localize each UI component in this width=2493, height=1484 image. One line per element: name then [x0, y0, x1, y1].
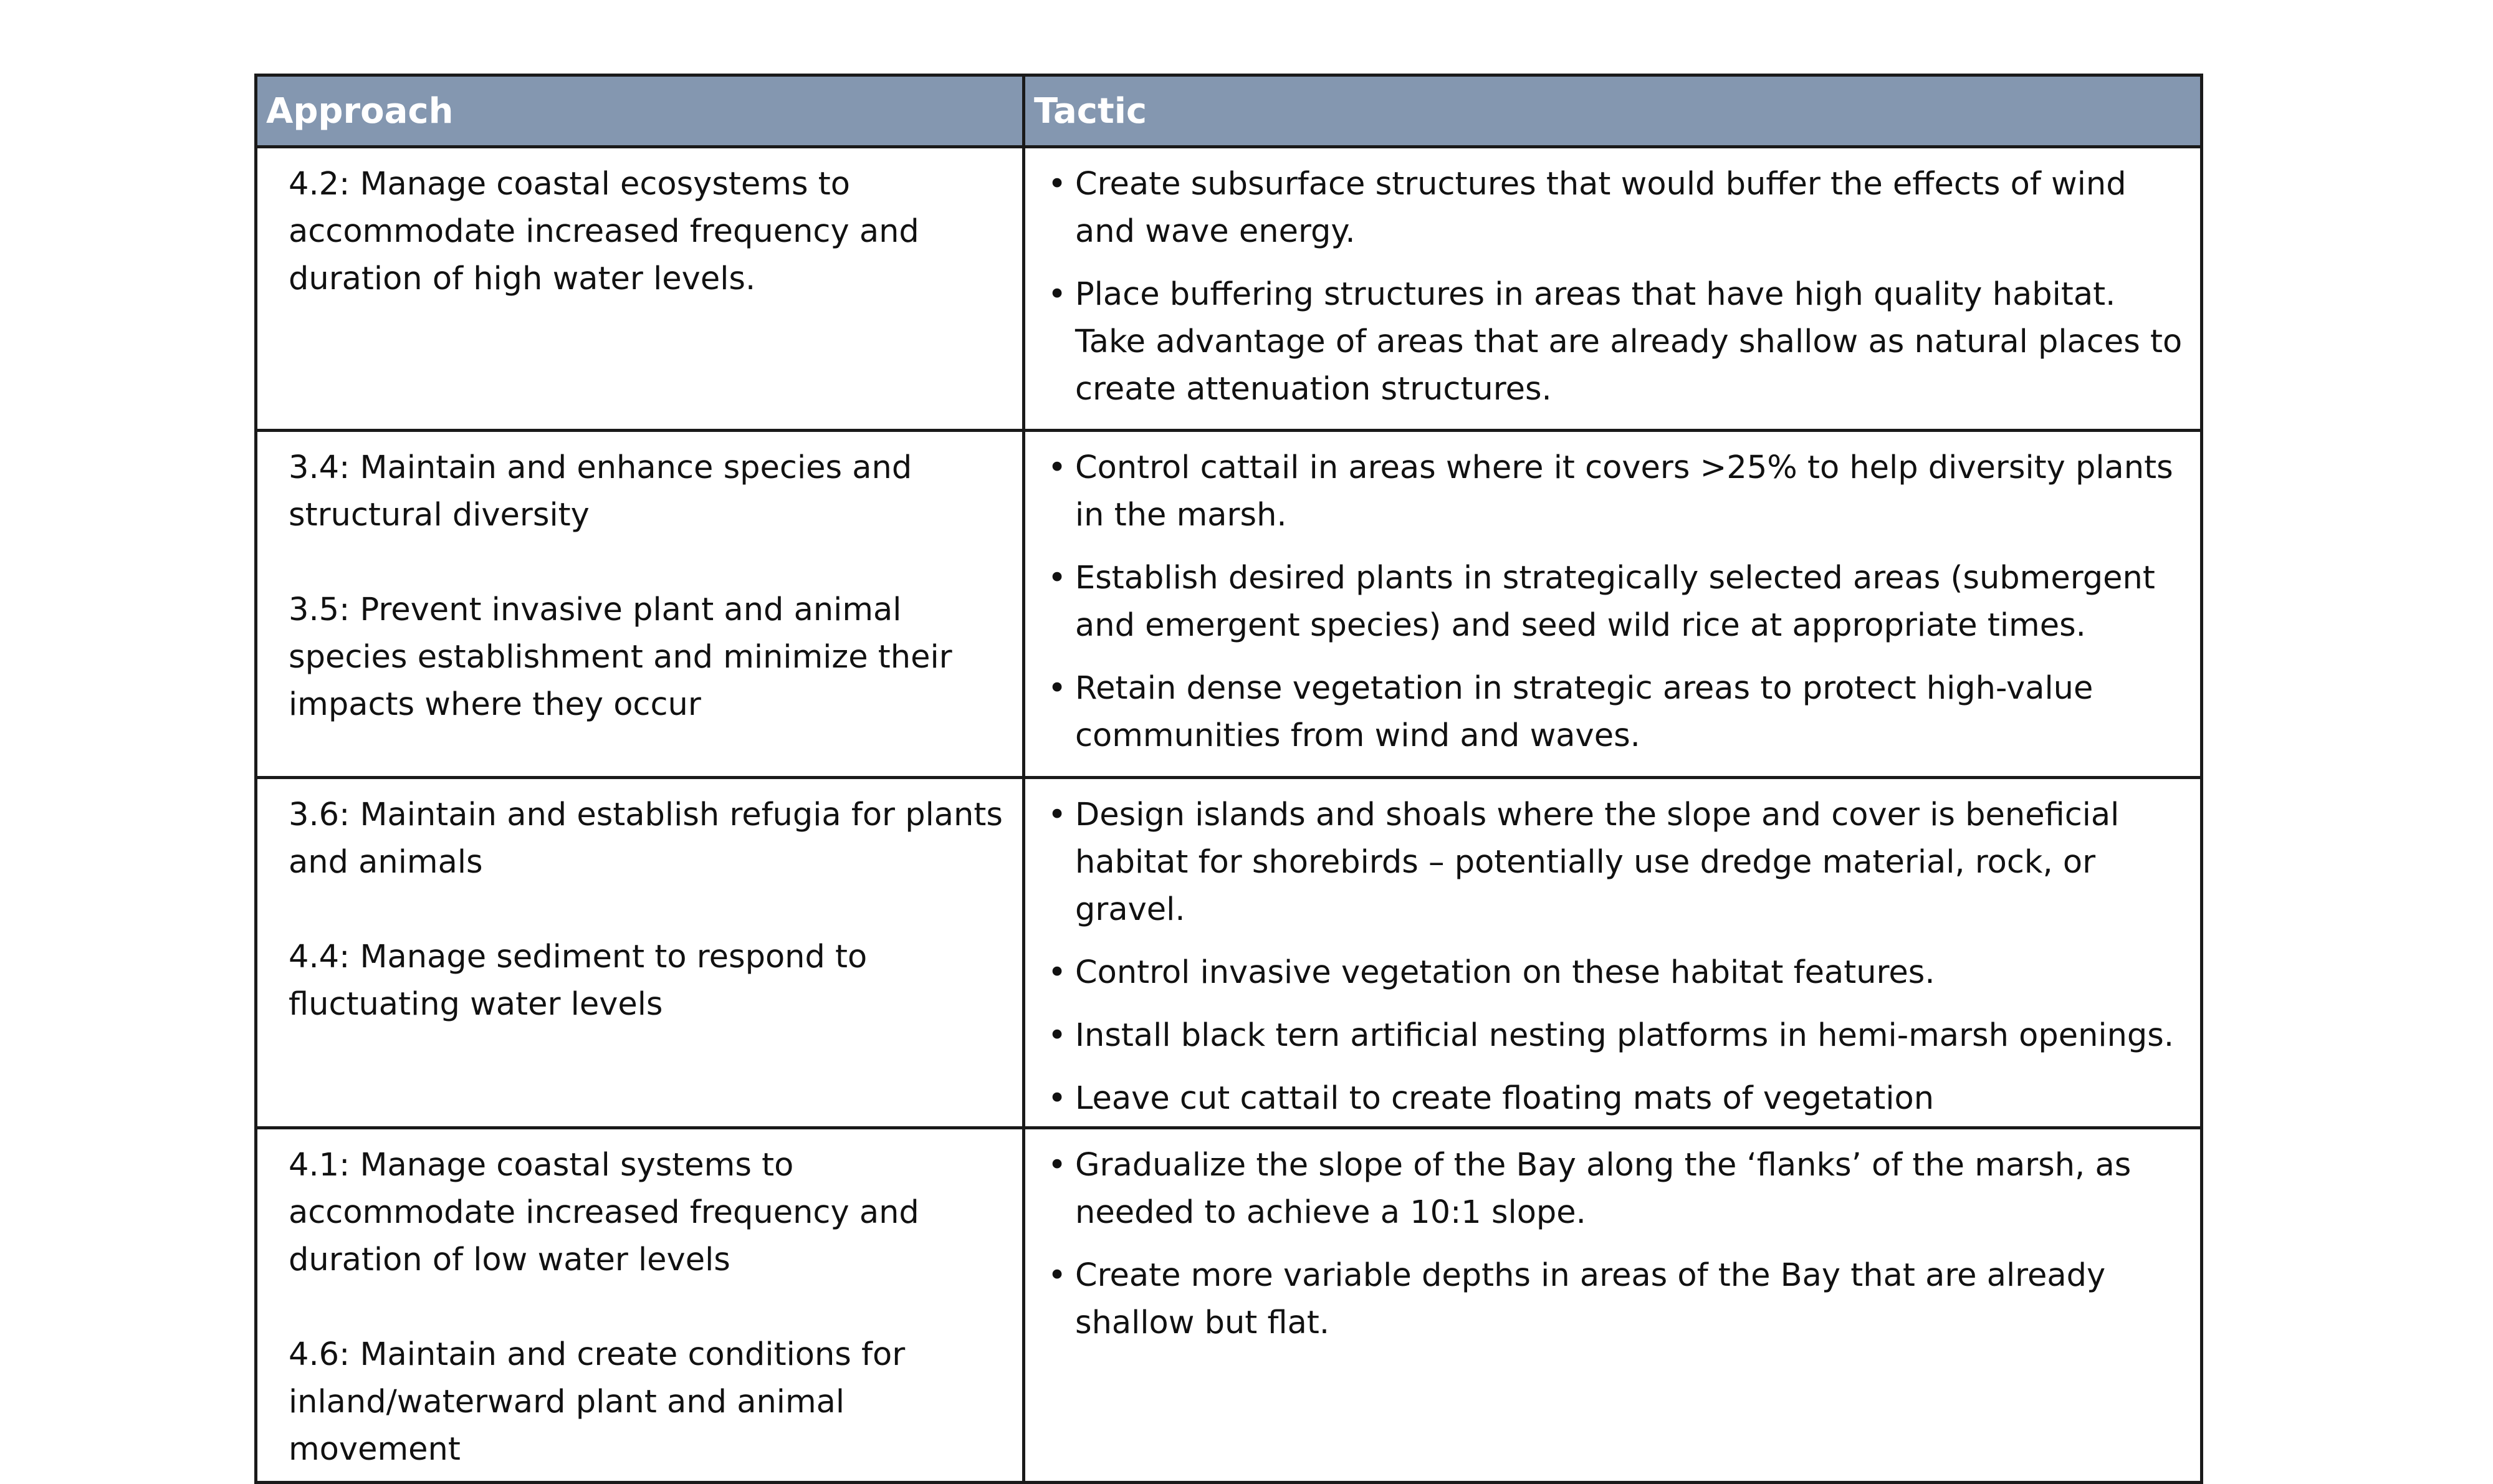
- table-row: [256, 1128, 2202, 1483]
- bullet-icon: •: [1048, 954, 1067, 991]
- tactic-cell: [1024, 431, 2202, 778]
- approach-item: 4.6: Maintain and create conditions for inland/waterward plant and animal movement: [289, 1336, 906, 1468]
- bullet-icon: •: [1048, 1147, 1067, 1184]
- table-row: [256, 778, 2202, 1128]
- tactic-list: [1048, 444, 2191, 760]
- approach-item: 4.4: Manage sediment to respond to fluctuating water levels: [289, 939, 868, 1023]
- tactic-text: Create subsurface structures that would buffer the effects of wind and wave energy.: [1075, 166, 2127, 250]
- tactic-text: Control invasive vegetation on these habitat features.: [1075, 954, 1935, 991]
- tactic-item: [1048, 665, 2191, 760]
- tactic-item: [1048, 555, 2191, 649]
- tactic-header: Tactic: [1024, 75, 2202, 147]
- header-row: [256, 75, 2202, 147]
- bullet-icon: •: [1048, 560, 1067, 596]
- table-row: [256, 431, 2202, 778]
- tactic-text: Establish desired plants in strategically selected areas (submergent and emergent species) and seed wild rice at appropriate times.: [1075, 560, 2155, 644]
- tactic-text: Create more variable depths in areas of the Bay that are already shallow but flat.: [1075, 1257, 2106, 1341]
- approach-tactic-table: [254, 74, 2203, 1484]
- tactic-item: [1048, 949, 2191, 997]
- tactic-text: Control cattail in areas where it covers >25% to help diversity plants in the marsh.: [1075, 449, 2173, 534]
- tactic-text: Leave cut cattail to create floating mats of vegetation: [1075, 1080, 1935, 1117]
- tactic-item: [1048, 1252, 2191, 1347]
- bullet-icon: •: [1048, 166, 1067, 203]
- tactic-cell: [1024, 778, 2202, 1128]
- bullet-icon: •: [1048, 797, 1067, 833]
- approach-cell: [256, 1128, 1024, 1483]
- bullet-icon: •: [1048, 670, 1067, 707]
- tactic-list: [1048, 1142, 2191, 1347]
- tactic-text: Retain dense vegetation in strategic areas to protect high-value communities from wind and waves.: [1075, 670, 2093, 754]
- tactic-list: [1048, 792, 2191, 1123]
- approach-item: 4.2: Manage coastal ecosystems to accommodate increased frequency and duration of high water levels.: [289, 166, 919, 297]
- tactic-item: [1048, 161, 2191, 256]
- approach-item: 3.5: Prevent invasive plant and animal species establishment and minimize their impacts where they occur: [289, 591, 952, 723]
- tactic-item: [1048, 1012, 2191, 1060]
- bullet-icon: •: [1048, 1257, 1067, 1294]
- tactic-cell: [1024, 1128, 2202, 1483]
- tactic-text: Place buffering structures in areas that have high quality habitat. Take advantage of areas that are already shallow as natural places to create attenuation structures.: [1075, 276, 2183, 408]
- tactic-text: Install black tern artificial nesting platforms in hemi-marsh openings.: [1075, 1017, 2175, 1054]
- approach-cell: [256, 147, 1024, 431]
- tactic-text: Gradualize the slope of the Bay along the ‘flanks’ of the marsh, as needed to achieve a 10:1 slope.: [1075, 1147, 2132, 1231]
- tactic-item: [1048, 444, 2191, 539]
- approach-cell: [256, 778, 1024, 1128]
- bullet-icon: •: [1048, 449, 1067, 486]
- tactic-item: [1048, 1075, 2191, 1123]
- approach-header: Approach: [256, 75, 1024, 147]
- bullet-icon: •: [1048, 1017, 1067, 1054]
- tactic-item: [1048, 271, 2191, 413]
- tactic-cell: [1024, 147, 2202, 431]
- tactic-text: Design islands and shoals where the slope and cover is beneficial habitat for shorebirds – potentially use dredge material, rock, or gravel.: [1075, 797, 2120, 928]
- approach-item: 3.4: Maintain and enhance species and structural diversity: [289, 449, 912, 534]
- approach-item: 4.1: Manage coastal systems to accommodate increased frequency and duration of low water levels: [289, 1147, 919, 1278]
- bullet-icon: •: [1048, 276, 1067, 313]
- tactic-item: [1048, 792, 2191, 934]
- tactic-item: [1048, 1142, 2191, 1237]
- tactic-list: [1048, 161, 2191, 413]
- table-row: [256, 147, 2202, 431]
- bullet-icon: •: [1048, 1080, 1067, 1117]
- approach-cell: [256, 431, 1024, 778]
- approach-item: 3.6: Maintain and establish refugia for plants and animals: [289, 797, 1003, 881]
